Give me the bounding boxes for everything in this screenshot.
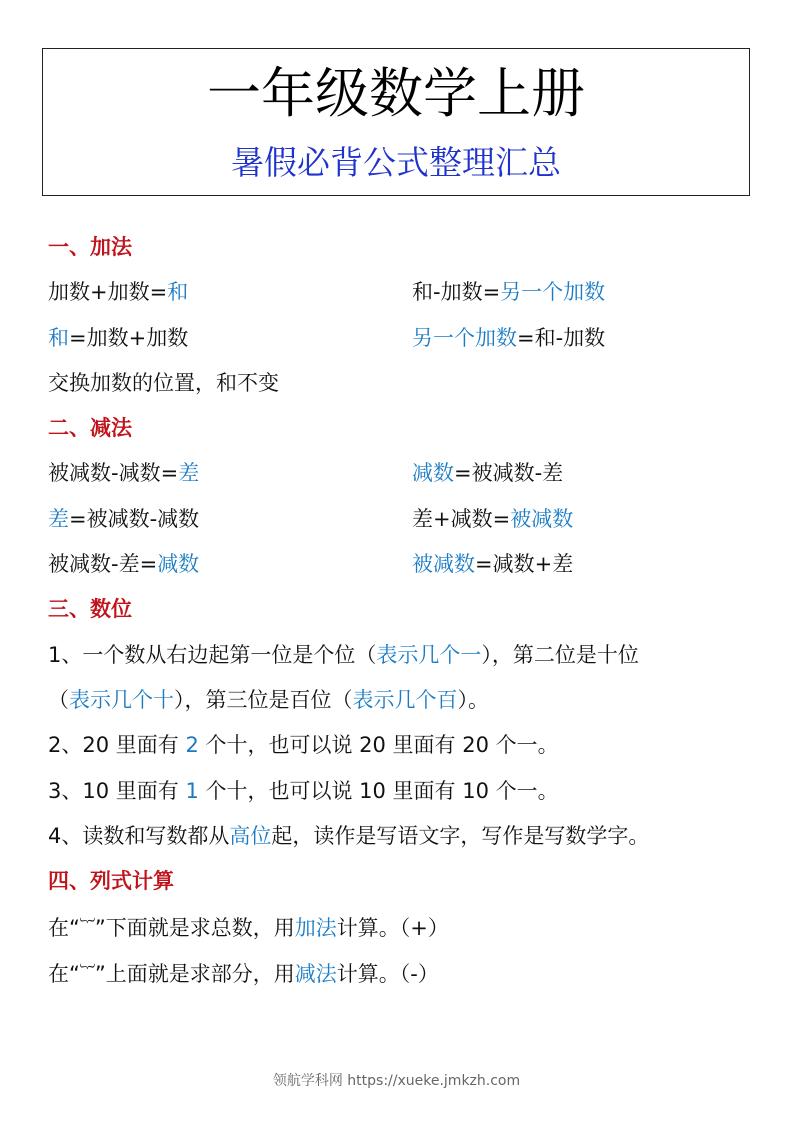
page-title: 一年级数学上册 — [207, 62, 585, 125]
formula-content — [48, 225, 748, 995]
list-item: 2、20 里面有 2 个十，也可以说 20 里面有 20 个一。 — [48, 733, 559, 758]
formula-row — [48, 270, 748, 315]
title-box — [42, 48, 750, 196]
list-item: 4、读数和写数都从高位起，读作是写语文字，写作是写数学字。 — [48, 823, 650, 848]
formula-row — [48, 316, 748, 361]
formula-row — [48, 451, 748, 496]
list-item: 在“︸”上面就是求部分，用减法计算。（-） — [48, 961, 439, 986]
formula-row: 交换加数的位置，和不变 — [48, 370, 279, 395]
section-heading-word-problems: 四、列式计算 — [48, 869, 174, 894]
list-item: 1、一个数从右边起第一位是个位（表示几个一），第二位是十位 — [48, 642, 639, 667]
formula-text: 被减数-减数=差 — [48, 461, 200, 486]
list-item: 3、10 里面有 1 个十，也可以说 10 里面有 10 个一。 — [48, 778, 559, 803]
formula-text: 减数=被减数-差 — [412, 461, 564, 486]
section-heading-place-value: 三、数位 — [48, 597, 132, 622]
section-heading-subtraction: 二、减法 — [48, 416, 132, 441]
section-heading-addition: 一、加法 — [48, 235, 132, 259]
brace-symbol-icon: ︸ — [79, 962, 95, 981]
list-item: 在“︸”下面就是求总数，用加法计算。（+） — [48, 916, 449, 941]
footer-url: 领航学科网 https://xueke.jmkzh.com — [272, 1073, 521, 1089]
brace-symbol-icon: ︸ — [79, 917, 95, 936]
formula-text: 和-加数=另一个加数 — [412, 280, 606, 305]
formula-text: 被减数-差=减数 — [48, 552, 200, 577]
formula-text: 差=被减数-减数 — [48, 506, 200, 531]
formula-text: 和=加数+加数 — [48, 325, 189, 350]
list-item: （表示几个十），第三位是百位（表示几个百）。 — [48, 687, 489, 712]
formula-text: 差+减数=被减数 — [412, 506, 574, 531]
formula-text: 被减数=减数+差 — [412, 552, 574, 577]
page-subtitle: 暑假必背公式整理汇总 — [231, 143, 561, 182]
formula-text: 另一个加数=和-加数 — [412, 325, 606, 350]
formula-row — [48, 497, 748, 542]
formula-text: 加数+加数=和 — [48, 280, 189, 305]
formula-row — [48, 542, 748, 587]
